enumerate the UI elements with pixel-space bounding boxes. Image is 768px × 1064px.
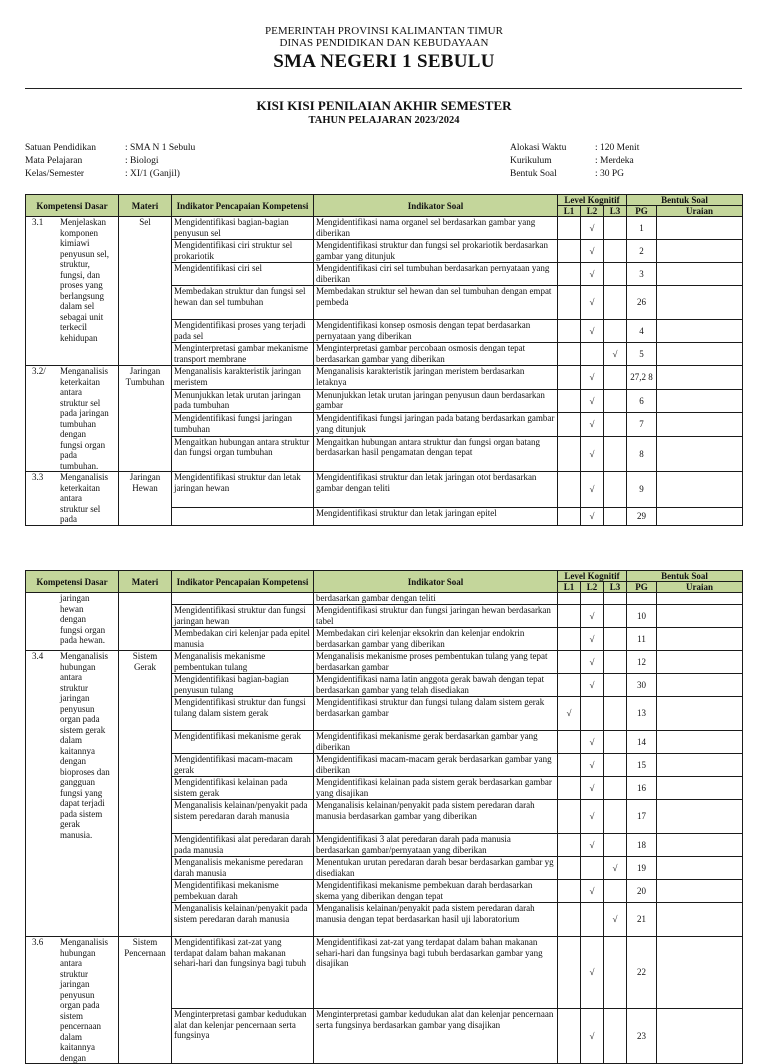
pg-number-cell: 8 — [627, 436, 657, 471]
pg-number-cell: 13 — [627, 697, 657, 731]
level-l1-cell — [558, 343, 581, 366]
indikator-pencapaian-cell: Mengaitkan hubungan antara struktur dan fungsi organ tumbuhan — [172, 436, 314, 471]
indikator-soal-cell: Membedakan ciri kelenjar eksokrin dan kelenjar endokrin berdasarkan gambar yang diberikan — [314, 628, 558, 651]
level-l3-cell — [604, 217, 627, 240]
kd-number: 3.6 — [32, 937, 44, 947]
indikator-soal-cell: Mengidentifikasi struktur dan letak jaringan otot berdasarkan gambar dengan teliti — [314, 472, 558, 508]
uraian-cell — [657, 857, 743, 880]
uraian-cell — [657, 834, 743, 857]
col-kompetensi-dasar: Kompetensi Dasar — [26, 571, 119, 593]
col-level-kognitif: Level Kognitif — [558, 195, 627, 206]
table-row — [26, 472, 743, 508]
pg-number-cell: 5 — [627, 343, 657, 366]
table-row — [26, 937, 743, 1009]
indikator-soal-cell: Mengidentifikasi struktur dan fungsi tulang dalam sistem gerak berdasarkan gambar — [314, 697, 558, 731]
pg-number-cell: 6 — [627, 389, 657, 413]
indikator-soal-cell: Menganalisis mekanisme proses pembentukan tulang yang tepat berdasarkan gambar — [314, 651, 558, 674]
uraian-cell — [657, 731, 743, 754]
uraian-cell — [657, 651, 743, 674]
indikator-pencapaian-cell: Mengidentifikasi struktur dan letak jaringan hewan — [172, 472, 314, 508]
uraian-cell — [657, 286, 743, 320]
pg-number-cell: 20 — [627, 880, 657, 903]
level-l1-cell — [558, 800, 581, 834]
kompetensi-dasar-cell — [26, 217, 119, 366]
indikator-pencapaian-cell: Menganalisis kelainan/penyakit pada sistem peredaran darah manusia — [172, 800, 314, 834]
academic-year: TAHUN PELAJARAN 2023/2024 — [308, 115, 460, 126]
pg-number-cell: 12 — [627, 651, 657, 674]
materi-cell: Sel — [119, 217, 172, 366]
info-row — [25, 168, 195, 181]
level-l2-cell: √ — [581, 366, 604, 390]
pg-number-cell: 16 — [627, 777, 657, 800]
pg-number-cell: 21 — [627, 903, 657, 937]
level-l3-cell — [604, 651, 627, 674]
level-l3-cell — [604, 628, 627, 651]
kd-text: Menganalisis hubungan antara struktur jaringan penyusun organ pada sistem gerak dalam kaitannya dengan bioproses dan gangguan fungsi yang dapat terjadi pada sistem gerak manusia. — [60, 651, 110, 840]
indikator-soal-cell: Mengidentifikasi struktur dan fungsi jaringan hewan berdasarkan tabel — [314, 605, 558, 628]
col-l3: L3 — [604, 206, 627, 217]
indikator-pencapaian-cell: Mengidentifikasi ciri struktur sel prokariotik — [172, 240, 314, 263]
info-value: : Merdeka — [595, 156, 634, 166]
indikator-soal-cell: Membedakan struktur sel hewan dan sel tumbuhan dengan empat pembeda — [314, 286, 558, 320]
level-l2-cell: √ — [581, 628, 604, 651]
level-l3-cell — [604, 880, 627, 903]
indikator-soal-cell: berdasarkan gambar dengan teliti — [314, 593, 558, 605]
indikator-pencapaian-cell: Mengidentifikasi fungsi jaringan tumbuhan — [172, 413, 314, 437]
level-l2-cell: √ — [581, 937, 604, 1009]
table-row — [26, 366, 743, 390]
kd-text: Menganalisis keterkaitan antara struktur sel pada — [60, 472, 108, 524]
table-header-row — [26, 571, 743, 582]
col-uraian: Uraian — [657, 582, 743, 593]
level-l2-cell: √ — [581, 507, 604, 525]
uraian-cell — [657, 507, 743, 525]
kompetensi-dasar-cell — [26, 651, 119, 937]
col-bentuk-soal: Bentuk Soal — [627, 195, 743, 206]
level-l3-cell — [604, 777, 627, 800]
kd-text: jaringan hewan dengan fungsi organ pada hewan. — [60, 593, 106, 645]
uraian-cell — [657, 413, 743, 437]
level-l1-cell — [558, 834, 581, 857]
indikator-pencapaian-cell: Mengidentifikasi struktur dan fungsi tulang dalam sistem gerak — [172, 697, 314, 731]
uraian-cell — [657, 754, 743, 777]
level-l3-cell — [604, 240, 627, 263]
level-l1-cell — [558, 937, 581, 1009]
uraian-cell — [657, 697, 743, 731]
level-l3-cell: √ — [604, 903, 627, 937]
level-l3-cell — [604, 263, 627, 286]
level-l1-cell — [558, 507, 581, 525]
level-l2-cell: √ — [581, 651, 604, 674]
col-l2: L2 — [581, 206, 604, 217]
indikator-pencapaian-cell: Mengidentifikasi struktur dan fungsi jaringan hewan — [172, 605, 314, 628]
pg-number-cell: 10 — [627, 605, 657, 628]
indikator-soal-cell: Mengidentifikasi ciri sel tumbuhan berdasarkan pernyataan yang diberikan — [314, 263, 558, 286]
pg-number-cell: 27,2 8 — [627, 366, 657, 390]
uraian-cell — [657, 800, 743, 834]
indikator-pencapaian-cell: Menganalisis mekanisme pembentukan tulang — [172, 651, 314, 674]
uraian-cell — [657, 263, 743, 286]
level-l3-cell — [604, 605, 627, 628]
level-l2-cell: √ — [581, 731, 604, 754]
level-l1-cell — [558, 263, 581, 286]
pg-number-cell: 22 — [627, 937, 657, 1009]
col-materi: Materi — [119, 571, 172, 593]
level-l1-cell — [558, 286, 581, 320]
uraian-cell — [657, 320, 743, 343]
pg-number-cell: 2 — [627, 240, 657, 263]
kompetensi-dasar-cell — [26, 937, 119, 1064]
kd-number — [28, 593, 60, 646]
kd-text: Menganalisis keterkaitan antara struktur sel pada jaringan tumbuhan dengan fungsi organ pada tumbuhan. — [60, 366, 109, 471]
level-l1-cell — [558, 240, 581, 263]
pg-number-cell: 1 — [627, 217, 657, 240]
level-l1-cell — [558, 651, 581, 674]
pg-number-cell: 26 — [627, 286, 657, 320]
col-pg: PG — [627, 206, 657, 217]
kd-content — [28, 472, 116, 525]
pg-number-cell: 7 — [627, 413, 657, 437]
indikator-pencapaian-cell: Mengidentifikasi alat peredaran darah pada manusia — [172, 834, 314, 857]
info-value: : XI/1 (Ganjil) — [125, 169, 180, 179]
level-l3-cell — [604, 593, 627, 605]
uraian-cell — [657, 1009, 743, 1064]
kompetensi-dasar-cell — [26, 472, 119, 526]
kd-content — [28, 593, 116, 646]
kd-content — [28, 366, 116, 471]
materi-cell — [119, 593, 172, 651]
kd-text: Menjelaskan komponen kimiawi penyusun sel, struktur, fungsi, dan proses yang berlangsung dalam sel sebagai unit terkecil kehidupan — [60, 217, 109, 343]
kd-number: 3.3 — [32, 472, 44, 482]
header-government: PEMERINTAH PROVINSI KALIMANTAN TIMUR — [265, 25, 503, 37]
level-l2-cell: √ — [581, 777, 604, 800]
indikator-soal-cell: Mengidentifikasi macam-macam gerak berdasarkan gambar yang diberikan — [314, 754, 558, 777]
col-l2: L2 — [581, 582, 604, 593]
level-l2-cell: √ — [581, 1009, 604, 1064]
indikator-soal-cell: Menentukan urutan peredaran darah besar berdasarkan gambar yg disediakan — [314, 857, 558, 880]
level-l1-cell — [558, 217, 581, 240]
indikator-soal-cell: Mengidentifikasi struktur dan letak jaringan epitel — [314, 507, 558, 525]
level-l1-cell — [558, 413, 581, 437]
col-kompetensi-dasar: Kompetensi Dasar — [26, 195, 119, 217]
level-l3-cell — [604, 1009, 627, 1064]
uraian-cell — [657, 240, 743, 263]
header-divider — [25, 88, 742, 89]
uraian-cell — [657, 628, 743, 651]
col-l1: L1 — [558, 582, 581, 593]
level-l2-cell: √ — [581, 880, 604, 903]
indikator-pencapaian-cell: Menganalisis mekanisme peredaran darah manusia — [172, 857, 314, 880]
uraian-cell — [657, 343, 743, 366]
kd-content — [28, 937, 116, 1063]
pg-number-cell: 4 — [627, 320, 657, 343]
uraian-cell — [657, 937, 743, 1009]
indikator-soal-cell: Menginterpretasi gambar kedudukan alat dan kelenjar pencernaan serta fungsinya berdasarkan gambar yang disajikan — [314, 1009, 558, 1064]
indikator-pencapaian-cell: Mengidentifikasi proses yang terjadi pada sel — [172, 320, 314, 343]
info-row — [25, 142, 195, 155]
info-row — [510, 155, 639, 168]
pg-number-cell: 29 — [627, 507, 657, 525]
level-l2-cell: √ — [581, 320, 604, 343]
table-header-row — [26, 195, 743, 206]
pg-number-cell: 30 — [627, 674, 657, 697]
level-l2-cell: √ — [581, 834, 604, 857]
level-l2-cell: √ — [581, 754, 604, 777]
info-row — [510, 142, 639, 155]
level-l2-cell: √ — [581, 800, 604, 834]
kompetensi-dasar-cell — [26, 366, 119, 472]
info-label: Bentuk Soal — [510, 169, 557, 179]
info-left — [25, 142, 195, 181]
col-l1: L1 — [558, 206, 581, 217]
level-l3-cell: √ — [604, 343, 627, 366]
info-value: : SMA N 1 Sebulu — [125, 143, 196, 153]
materi-cell: Sistem Gerak — [119, 651, 172, 937]
indikator-soal-cell: Mengidentifikasi nama latin anggota gerak bawah dengan tepat berdasarkan gambar yang telah disediakan — [314, 674, 558, 697]
level-l3-cell — [604, 834, 627, 857]
level-l3-cell — [604, 472, 627, 508]
info-label: Alokasi Waktu — [510, 143, 567, 153]
materi-cell: Jaringan Hewan — [119, 472, 172, 526]
level-l1-cell — [558, 472, 581, 508]
level-l1-cell: √ — [558, 697, 581, 731]
col-l3: L3 — [604, 582, 627, 593]
level-l2-cell: √ — [581, 436, 604, 471]
indikator-pencapaian-cell: Menginterpretasi gambar kedudukan alat dan kelenjar pencernaan serta fungsinya — [172, 1009, 314, 1064]
col-indikator-pencapaian: Indikator Pencapaian Kompetensi — [172, 195, 314, 217]
info-label: Kurikulum — [510, 156, 552, 166]
pg-number-cell: 14 — [627, 731, 657, 754]
level-l3-cell — [604, 731, 627, 754]
document-title: KISI KISI PENILAIAN AKHIR SEMESTER — [256, 98, 512, 113]
level-l2-cell — [581, 593, 604, 605]
col-indikator-soal: Indikator Soal — [314, 195, 558, 217]
table-row — [26, 651, 743, 674]
indikator-pencapaian-cell: Mengidentifikasi ciri sel — [172, 263, 314, 286]
col-materi: Materi — [119, 195, 172, 217]
level-l3-cell — [604, 937, 627, 1009]
level-l2-cell — [581, 343, 604, 366]
level-l3-cell — [604, 674, 627, 697]
indikator-pencapaian-cell: Menginterpretasi gambar mekanisme transport membrane — [172, 343, 314, 366]
level-l1-cell — [558, 754, 581, 777]
pg-number-cell: 11 — [627, 628, 657, 651]
level-l1-cell — [558, 674, 581, 697]
uraian-cell — [657, 674, 743, 697]
level-l1-cell — [558, 605, 581, 628]
info-value: : 30 PG — [595, 169, 625, 179]
materi-cell: Jaringan Tumbuhan — [119, 366, 172, 472]
pg-number-cell: 3 — [627, 263, 657, 286]
indikator-pencapaian-cell: Mengidentifikasi macam-macam gerak — [172, 754, 314, 777]
indikator-soal-cell: Mengidentifikasi fungsi jaringan pada batang berdasarkan gambar yang ditunjuk — [314, 413, 558, 437]
uraian-cell — [657, 593, 743, 605]
uraian-cell — [657, 605, 743, 628]
indikator-soal-cell: Mengidentifikasi mekanisme gerak berdasarkan gambar yang diberikan — [314, 731, 558, 754]
col-bentuk-soal: Bentuk Soal — [627, 571, 743, 582]
uraian-cell — [657, 217, 743, 240]
indikator-soal-cell: Mengidentifikasi nama organel sel berdasarkan gambar yang diberikan — [314, 217, 558, 240]
uraian-cell — [657, 389, 743, 413]
level-l3-cell — [604, 697, 627, 731]
kd-number: 3.1 — [32, 217, 44, 227]
indikator-soal-cell: Menginterpretasi gambar percobaan osmosis dengan tepat berdasarkan gambar yang diberikan — [314, 343, 558, 366]
indikator-soal-cell: Menganalisis kelainan/penyakit pada sistem peredaran darah manusia berdasarkan gambar yang diberikan — [314, 800, 558, 834]
col-indikator-pencapaian: Indikator Pencapaian Kompetensi — [172, 571, 314, 593]
kisi-table-1 — [25, 194, 743, 526]
info-value: : Biologi — [125, 156, 159, 166]
level-l2-cell: √ — [581, 605, 604, 628]
kd-content — [28, 217, 116, 343]
level-l3-cell — [604, 754, 627, 777]
level-l3-cell — [604, 413, 627, 437]
table-row — [26, 593, 743, 605]
level-l1-cell — [558, 628, 581, 651]
level-l1-cell — [558, 731, 581, 754]
kd-content — [28, 651, 116, 840]
info-right — [510, 142, 639, 181]
level-l2-cell: √ — [581, 263, 604, 286]
level-l2-cell: √ — [581, 217, 604, 240]
indikator-soal-cell: Mengidentifikasi mekanisme pembekuan darah berdasarkan skema yang diberikan dengan tepat — [314, 880, 558, 903]
uraian-cell — [657, 472, 743, 508]
pg-number-cell: 9 — [627, 472, 657, 508]
indikator-soal-cell: Menganalisis karakteristik jaringan meristem berdasarkan letaknya — [314, 366, 558, 390]
level-l2-cell: √ — [581, 389, 604, 413]
header-department: DINAS PENDIDIKAN DAN KEBUDAYAAN — [279, 37, 489, 49]
level-l3-cell: √ — [604, 857, 627, 880]
kd-text: Menganalisis hubungan antara struktur jaringan penyusun organ pada sistem pencernaan dalam kaitannya dengan — [60, 937, 108, 1063]
indikator-soal-cell: Mengidentifikasi struktur dan fungsi sel prokariotik berdasarkan gambar yang ditunjuk — [314, 240, 558, 263]
col-level-kognitif: Level Kognitif — [558, 571, 627, 582]
info-value: : 120 Menit — [595, 143, 640, 153]
uraian-cell — [657, 880, 743, 903]
indikator-pencapaian-cell: Membedakan struktur dan fungsi sel hewan dan sel tumbuhan — [172, 286, 314, 320]
info-label: Kelas/Semester — [25, 169, 85, 179]
indikator-pencapaian-cell: Mengidentifikasi zat-zat yang terdapat dalam bahan makanan sehari-hari dan fungsinya bagi tubuh — [172, 937, 314, 1009]
level-l3-cell — [604, 800, 627, 834]
materi-cell: Sistem Pencernaan — [119, 937, 172, 1064]
level-l2-cell: √ — [581, 286, 604, 320]
indikator-pencapaian-cell: Membedakan ciri kelenjar pada epitel manusia — [172, 628, 314, 651]
pg-number-cell: 19 — [627, 857, 657, 880]
pg-number-cell — [627, 593, 657, 605]
kd-number: 3.2/ — [32, 366, 46, 376]
indikator-pencapaian-cell: Mengidentifikasi kelainan pada sistem gerak — [172, 777, 314, 800]
header-school-name: SMA NEGERI 1 SEBULU — [273, 51, 495, 72]
level-l1-cell — [558, 389, 581, 413]
level-l1-cell — [558, 366, 581, 390]
indikator-pencapaian-cell — [172, 507, 314, 525]
pg-number-cell: 17 — [627, 800, 657, 834]
level-l2-cell: √ — [581, 240, 604, 263]
level-l3-cell — [604, 320, 627, 343]
indikator-soal-cell: Mengidentifikasi konsep osmosis dengan tepat berdasarkan pernyataan yang diberikan — [314, 320, 558, 343]
info-row — [510, 168, 639, 181]
level-l3-cell — [604, 286, 627, 320]
pg-number-cell: 18 — [627, 834, 657, 857]
info-label: Mata Pelajaran — [25, 156, 83, 166]
level-l3-cell — [604, 389, 627, 413]
pg-number-cell: 15 — [627, 754, 657, 777]
indikator-pencapaian-cell — [172, 593, 314, 605]
level-l1-cell — [558, 857, 581, 880]
level-l2-cell — [581, 903, 604, 937]
level-l2-cell: √ — [581, 674, 604, 697]
indikator-pencapaian-cell: Mengidentifikasi bagian-bagian penyusun sel — [172, 217, 314, 240]
level-l2-cell — [581, 697, 604, 731]
kompetensi-dasar-cell — [26, 593, 119, 651]
indikator-soal-cell: Menunjukkan letak urutan jaringan penyusun daun berdasarkan gambar — [314, 389, 558, 413]
indikator-soal-cell: Menganalisis kelainan/penyakit pada sistem peredaran darah manusia dengan tepat berdasarkan hasil uji laboratorium — [314, 903, 558, 937]
level-l3-cell — [604, 507, 627, 525]
indikator-pencapaian-cell: Mengidentifikasi mekanisme pembekuan darah — [172, 880, 314, 903]
info-row — [25, 155, 195, 168]
table-row — [26, 217, 743, 240]
level-l2-cell: √ — [581, 472, 604, 508]
indikator-pencapaian-cell: Menganalisis karakteristik jaringan meristem — [172, 366, 314, 390]
col-uraian: Uraian — [657, 206, 743, 217]
indikator-soal-cell: Mengidentifikasi 3 alat peredaran darah pada manusia berdasarkan gambar/pernyataan yang diberikan — [314, 834, 558, 857]
pg-number-cell: 23 — [627, 1009, 657, 1064]
level-l1-cell — [558, 777, 581, 800]
level-l3-cell — [604, 366, 627, 390]
kisi-table-2 — [25, 570, 743, 1064]
level-l1-cell — [558, 593, 581, 605]
indikator-pencapaian-cell: Menganalisis kelainan/penyakit pada sistem peredaran darah manusia — [172, 903, 314, 937]
level-l1-cell — [558, 1009, 581, 1064]
indikator-pencapaian-cell: Mengidentifikasi mekanisme gerak — [172, 731, 314, 754]
level-l2-cell: √ — [581, 413, 604, 437]
uraian-cell — [657, 903, 743, 937]
uraian-cell — [657, 436, 743, 471]
kd-number: 3.4 — [32, 651, 44, 661]
uraian-cell — [657, 777, 743, 800]
level-l1-cell — [558, 436, 581, 471]
level-l1-cell — [558, 320, 581, 343]
level-l2-cell — [581, 857, 604, 880]
col-pg: PG — [627, 582, 657, 593]
uraian-cell — [657, 366, 743, 390]
indikator-soal-cell: Mengidentifikasi zat-zat yang terdapat dalam bahan makanan sehari-hari dan fungsinya bagi tubuh berdasarkan gambar yang disajikan — [314, 937, 558, 1009]
indikator-soal-cell: Mengidentifikasi kelainan pada sistem gerak berdasarkan gambar yang disajikan — [314, 777, 558, 800]
level-l1-cell — [558, 880, 581, 903]
col-indikator-soal: Indikator Soal — [314, 571, 558, 593]
indikator-soal-cell: Mengaitkan hubungan antara struktur dan fungsi organ batang berdasarkan hasil pengamatan dengan tepat — [314, 436, 558, 471]
indikator-pencapaian-cell: Menunjukkan letak urutan jaringan pada tumbuhan — [172, 389, 314, 413]
info-label: Satuan Pendidikan — [25, 143, 96, 153]
level-l1-cell — [558, 903, 581, 937]
level-l3-cell — [604, 436, 627, 471]
indikator-pencapaian-cell: Mengidentifikasi bagian-bagian penyusun tulang — [172, 674, 314, 697]
